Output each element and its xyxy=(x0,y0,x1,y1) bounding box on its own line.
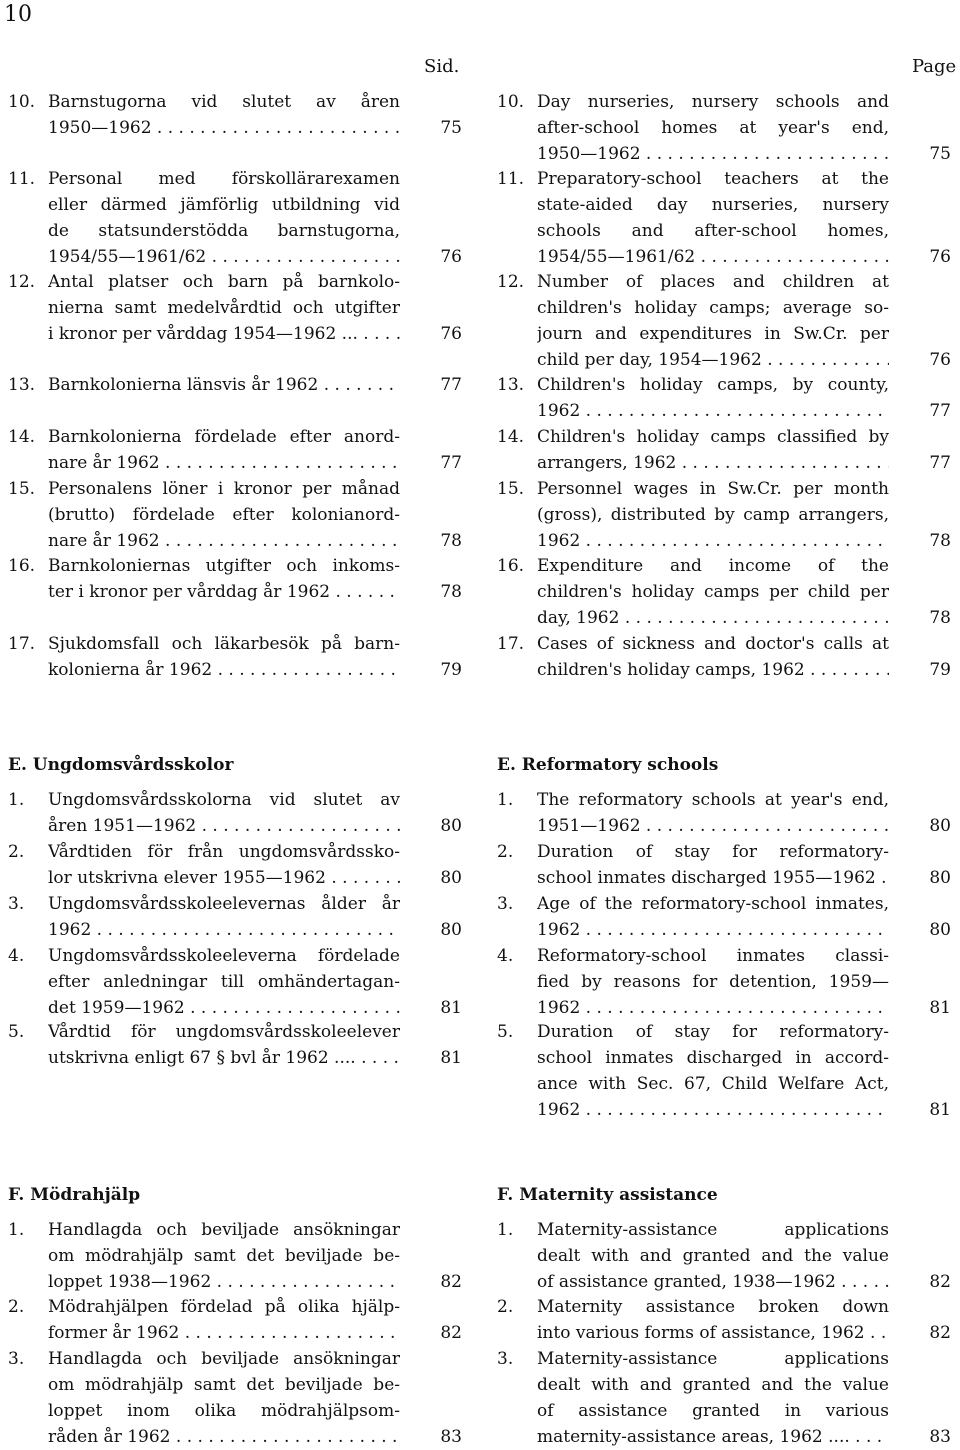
entry-title-line: 1962 . . . xyxy=(48,917,400,943)
entry-title-line: Sjukdomsfall och läkarbesök på barn- xyxy=(48,634,400,654)
entry-page-number: 78 xyxy=(440,531,462,551)
entry-number: 2. xyxy=(497,842,514,862)
entry-title-line: loppet 1938—1962 . . . xyxy=(48,1269,400,1295)
entry-page-number: 81 xyxy=(440,998,462,1018)
entry-page-number: 77 xyxy=(929,453,951,473)
en-toc-entry-3 xyxy=(497,1346,951,1450)
sv-toc-entry-4 xyxy=(8,943,462,1021)
entry-title-line: school inmates discharged in accord- xyxy=(537,1048,889,1068)
entry-number: 13. xyxy=(497,375,525,395)
entry-title-line: arrangers, 1962 . . . xyxy=(537,450,889,476)
entry-title-line: Handlagda och beviljade ansökningar xyxy=(48,1349,400,1369)
entry-title-line: Vårdtid för ungdomsvårdsskoleelever xyxy=(48,1022,400,1042)
entry-title-line: Maternity-assistance applications xyxy=(537,1349,889,1369)
entry-title xyxy=(48,1217,400,1295)
entry-number: 15. xyxy=(8,479,36,499)
en-toc-entry-12 xyxy=(497,269,951,373)
entry-title-line: Ungdomsvårdsskolorna vid slutet av xyxy=(48,790,400,810)
entry-title xyxy=(48,424,400,476)
entry-title xyxy=(48,1019,400,1071)
entry-title-line: Reformatory-school inmates classi- xyxy=(537,946,889,966)
section-title-e-sv: E. Ungdomsvårdsskolor xyxy=(8,755,234,775)
entry-page-number: 78 xyxy=(929,608,951,628)
entry-number: 15. xyxy=(497,479,525,499)
entry-title xyxy=(537,1217,889,1295)
entry-title xyxy=(48,166,400,270)
entry-title xyxy=(537,166,889,270)
entry-page-number: 82 xyxy=(440,1323,462,1343)
entry-title-line: (brutto) fördelade efter kolonianord- xyxy=(48,505,400,525)
entry-title xyxy=(537,89,889,167)
sv-page-header: Sid. xyxy=(424,56,460,77)
entry-title-line: 1950—1962 . . . xyxy=(48,115,400,141)
entry-title-line: det 1959—1962 . . . xyxy=(48,995,400,1021)
entry-title-line: into various forms of assistance, 1962 . . . xyxy=(537,1320,889,1346)
en-toc-entry-11 xyxy=(497,166,951,270)
entry-title xyxy=(537,1019,889,1123)
entry-title xyxy=(537,1346,889,1450)
entry-number: 1. xyxy=(497,790,514,810)
entry-title-line: school inmates discharged 1955—1962 . . . xyxy=(537,865,889,891)
entry-title-line: 1962 . . . xyxy=(537,528,889,554)
entry-title-line: Preparatory-school teachers at the xyxy=(537,169,889,189)
entry-page-number: 75 xyxy=(929,144,951,164)
en-toc-entry-16 xyxy=(497,553,951,631)
sv-toc-entry-2 xyxy=(8,839,462,891)
entry-page-number: 78 xyxy=(929,531,951,551)
entry-title-line: former år 1962 . . . xyxy=(48,1320,400,1346)
entry-title-line: dealt with and granted and the value xyxy=(537,1375,889,1395)
entry-title-line: state-aided day nurseries, nursery xyxy=(537,195,889,215)
entry-title-line: The reformatory schools at year's end, xyxy=(537,790,889,810)
entry-title xyxy=(48,943,400,1021)
entry-number: 17. xyxy=(497,634,525,654)
entry-title-line: after-school homes at year's end, xyxy=(537,118,889,138)
entry-number: 17. xyxy=(8,634,36,654)
entry-title-line: de statsunderstödda barnstugorna, xyxy=(48,221,400,241)
entry-number: 4. xyxy=(497,946,514,966)
en-toc-entry-3 xyxy=(497,891,951,943)
entry-title-line: Personnel wages in Sw.Cr. per month xyxy=(537,479,889,499)
entry-page-number: 79 xyxy=(929,660,951,680)
entry-title xyxy=(537,891,889,943)
entry-title-line: Personal med förskollärarexamen xyxy=(48,169,400,189)
sv-toc-entry-1 xyxy=(8,1217,462,1295)
entry-title xyxy=(537,372,889,424)
sv-toc-entry-17 xyxy=(8,631,462,683)
entry-title xyxy=(537,631,889,683)
entry-title-line: 1954/55—1961/62 . . . xyxy=(537,244,889,270)
sv-toc-entry-3 xyxy=(8,891,462,943)
entry-title-line: 1962 . . . xyxy=(537,917,889,943)
entry-page-number: 80 xyxy=(929,868,951,888)
entry-title-line: day, 1962 . . . xyxy=(537,605,889,631)
entry-title-line: Number of places and children at xyxy=(537,272,889,292)
entry-title-line: journ and expenditures in Sw.Cr. per xyxy=(537,324,889,344)
entry-title-line: efter anledningar till omhändertagan- xyxy=(48,972,400,992)
entry-title xyxy=(537,424,889,476)
entry-number: 3. xyxy=(8,894,25,914)
entry-title-line: loppet inom olika mödrahjälpsom- xyxy=(48,1401,400,1421)
entry-title xyxy=(537,943,889,1021)
entry-title xyxy=(537,787,889,839)
entry-title-line: Age of the reformatory-school inmates, xyxy=(537,894,889,914)
entry-title xyxy=(537,269,889,373)
entry-title-line: utskrivna enligt 67 § bvl år 1962 .... . . . xyxy=(48,1045,400,1071)
sv-toc-entry-10 xyxy=(8,89,462,141)
en-toc-entry-2 xyxy=(497,839,951,891)
entry-title-line: åren 1951—1962 . . . xyxy=(48,813,400,839)
section-title-f-en: F. Maternity assistance xyxy=(497,1185,718,1205)
entry-title-line: fied by reasons for detention, 1959— xyxy=(537,972,889,992)
sv-toc-entry-15 xyxy=(8,476,462,554)
en-toc-entry-1 xyxy=(497,1217,951,1295)
entry-page-number: 79 xyxy=(440,660,462,680)
entry-number: 2. xyxy=(497,1297,514,1317)
entry-title-line: lor utskrivna elever 1955—1962 . . . xyxy=(48,865,400,891)
entry-title-line: Personalens löner i kronor per månad xyxy=(48,479,400,499)
entry-title-line: (gross), distributed by camp arrangers, xyxy=(537,505,889,525)
entry-title-line: eller därmed jämförlig utbildning vid xyxy=(48,195,400,215)
sv-toc-entry-5 xyxy=(8,1019,462,1071)
entry-title-line: of assistance granted in various xyxy=(537,1401,889,1421)
entry-title xyxy=(48,839,400,891)
en-toc-entry-13 xyxy=(497,372,951,424)
entry-number: 16. xyxy=(8,556,36,576)
entry-title-line: Mödrahjälpen fördelad på olika hjälp- xyxy=(48,1297,400,1317)
entry-number: 16. xyxy=(497,556,525,576)
entry-title-line: Day nurseries, nursery schools and xyxy=(537,92,889,112)
entry-title xyxy=(48,891,400,943)
entry-title-line: 1962 . . . xyxy=(537,995,889,1021)
entry-number: 5. xyxy=(497,1022,514,1042)
sv-toc-entry-11 xyxy=(8,166,462,270)
entry-title xyxy=(537,1294,889,1346)
entry-title-line: children's holiday camps; average so- xyxy=(537,298,889,318)
section-title-e-en: E. Reformatory schools xyxy=(497,755,719,775)
entry-page-number: 81 xyxy=(440,1048,462,1068)
entry-page-number: 76 xyxy=(929,247,951,267)
entry-title xyxy=(48,269,400,347)
entry-title-line: Duration of stay for reformatory- xyxy=(537,842,889,862)
entry-title-line: 1950—1962 . . . xyxy=(537,141,889,167)
entry-title-line: Cases of sickness and doctor's calls at xyxy=(537,634,889,654)
entry-title-line: Barnkolonierna länsvis år 1962 . . . xyxy=(48,372,400,398)
entry-page-number: 80 xyxy=(440,816,462,836)
entry-page-number: 80 xyxy=(440,920,462,940)
entry-title-line: of assistance granted, 1938—1962 . . . xyxy=(537,1269,889,1295)
entry-title-line: Ungdomsvårdsskoleeleverna fördelade xyxy=(48,946,400,966)
entry-title-line: i kronor per vårddag 1954—1962 ... . . . xyxy=(48,321,400,347)
entry-title-line: nare år 1962 . . . xyxy=(48,528,400,554)
entry-number: 2. xyxy=(8,842,25,862)
entry-page-number: 76 xyxy=(440,324,462,344)
entry-title-line: Barnkoloniernas utgifter och inkoms- xyxy=(48,556,400,576)
entry-page-number: 77 xyxy=(929,401,951,421)
entry-title-line: nierna samt medelvårdtid och utgifter xyxy=(48,298,400,318)
entry-number: 11. xyxy=(8,169,36,189)
entry-number: 12. xyxy=(8,272,36,292)
sv-toc-entry-12 xyxy=(8,269,462,347)
sv-toc-entry-14 xyxy=(8,424,462,476)
entry-title xyxy=(48,553,400,605)
entry-number: 3. xyxy=(497,894,514,914)
entry-title-line: maternity-assistance areas, 1962 .... . . . xyxy=(537,1424,889,1450)
entry-page-number: 83 xyxy=(929,1427,951,1447)
en-toc-entry-2 xyxy=(497,1294,951,1346)
entry-title-line: children's holiday camps per child per xyxy=(537,582,889,602)
entry-title-line: Children's holiday camps classified by xyxy=(537,427,889,447)
entry-title xyxy=(48,89,400,141)
entry-title-line: Barnstugorna vid slutet av åren xyxy=(48,92,400,112)
entry-title-line: ter i kronor per vårddag år 1962 . . . xyxy=(48,579,400,605)
entry-page-number: 82 xyxy=(929,1272,951,1292)
en-toc-entry-5 xyxy=(497,1019,951,1123)
en-toc-entry-14 xyxy=(497,424,951,476)
entry-title xyxy=(537,476,889,554)
entry-title-line: 1954/55—1961/62 . . . xyxy=(48,244,400,270)
en-toc-entry-4 xyxy=(497,943,951,1021)
entry-title-line: ance with Sec. 67, Child Welfare Act, xyxy=(537,1074,889,1094)
section-title-f-sv: F. Mödrahjälp xyxy=(8,1185,141,1205)
entry-number: 13. xyxy=(8,375,36,395)
entry-number: 11. xyxy=(497,169,525,189)
entry-title xyxy=(537,839,889,891)
entry-title-line: om mödrahjälp samt det beviljade be- xyxy=(48,1246,400,1266)
entry-page-number: 81 xyxy=(929,998,951,1018)
entry-number: 10. xyxy=(497,92,525,112)
entry-title-line: Expenditure and income of the xyxy=(537,556,889,576)
entry-number: 4. xyxy=(8,946,25,966)
entry-number: 1. xyxy=(8,790,25,810)
entry-page-number: 77 xyxy=(440,375,462,395)
entry-title-line: 1962 . . . xyxy=(537,398,889,424)
entry-page-number: 80 xyxy=(440,868,462,888)
entry-title-line: Barnkolonierna fördelade efter anord- xyxy=(48,427,400,447)
entry-number: 14. xyxy=(8,427,36,447)
entry-page-number: 77 xyxy=(440,453,462,473)
entry-number: 10. xyxy=(8,92,36,112)
entry-title-line: Antal platser och barn på barnkolo- xyxy=(48,272,400,292)
entry-title-line: children's holiday camps, 1962 . . . xyxy=(537,657,889,683)
entry-title-line: Maternity-assistance applications xyxy=(537,1220,889,1240)
entry-page-number: 82 xyxy=(929,1323,951,1343)
entry-number: 1. xyxy=(497,1220,514,1240)
entry-title-line: om mödrahjälp samt det beviljade be- xyxy=(48,1375,400,1395)
entry-number: 5. xyxy=(8,1022,25,1042)
entry-title xyxy=(48,1294,400,1346)
entry-page-number: 76 xyxy=(929,350,951,370)
entry-number: 14. xyxy=(497,427,525,447)
sv-toc-entry-2 xyxy=(8,1294,462,1346)
entry-number: 1. xyxy=(8,1220,25,1240)
entry-title-line: Maternity assistance broken down xyxy=(537,1297,889,1317)
en-toc-entry-1 xyxy=(497,787,951,839)
entry-number: 3. xyxy=(497,1349,514,1369)
entry-page-number: 78 xyxy=(440,582,462,602)
en-toc-entry-17 xyxy=(497,631,951,683)
entry-page-number: 82 xyxy=(440,1272,462,1292)
entry-number: 2. xyxy=(8,1297,25,1317)
entry-title-line: kolonierna år 1962 . . . xyxy=(48,657,400,683)
entry-title-line: dealt with and granted and the value xyxy=(537,1246,889,1266)
entry-title-line: nare år 1962 . . . xyxy=(48,450,400,476)
entry-title-line: 1951—1962 . . . xyxy=(537,813,889,839)
entry-page-number: 80 xyxy=(929,920,951,940)
entry-title xyxy=(48,631,400,683)
en-toc-entry-10 xyxy=(497,89,951,167)
sv-toc-entry-13 xyxy=(8,372,462,398)
page-number: 10 xyxy=(4,2,32,27)
entry-title-line: Children's holiday camps, by county, xyxy=(537,375,889,395)
sv-toc-entry-16 xyxy=(8,553,462,605)
entry-page-number: 81 xyxy=(929,1100,951,1120)
entry-page-number: 75 xyxy=(440,118,462,138)
entry-page-number: 83 xyxy=(440,1427,462,1447)
entry-title xyxy=(48,476,400,554)
entry-title-line: 1962 . . . xyxy=(537,1097,889,1123)
entry-title-line: Handlagda och beviljade ansökningar xyxy=(48,1220,400,1240)
entry-title-line: Ungdomsvårdsskoleelevernas ålder år xyxy=(48,894,400,914)
entry-title-line: Vårdtiden för från ungdomsvårdssko- xyxy=(48,842,400,862)
entry-number: 12. xyxy=(497,272,525,292)
sv-toc-entry-3 xyxy=(8,1346,462,1450)
en-page-header: Page xyxy=(912,56,957,77)
entry-title-line: råden år 1962 . . . xyxy=(48,1424,400,1450)
entry-page-number: 80 xyxy=(929,816,951,836)
entry-title-line: Duration of stay for reformatory- xyxy=(537,1022,889,1042)
entry-title xyxy=(537,553,889,631)
entry-title xyxy=(48,372,400,398)
entry-title xyxy=(48,1346,400,1450)
entry-title xyxy=(48,787,400,839)
entry-number: 3. xyxy=(8,1349,25,1369)
en-toc-entry-15 xyxy=(497,476,951,554)
entry-title-line: schools and after-school homes, xyxy=(537,221,889,241)
entry-page-number: 76 xyxy=(440,247,462,267)
entry-title-line: child per day, 1954—1962 . . . xyxy=(537,347,889,373)
sv-toc-entry-1 xyxy=(8,787,462,839)
